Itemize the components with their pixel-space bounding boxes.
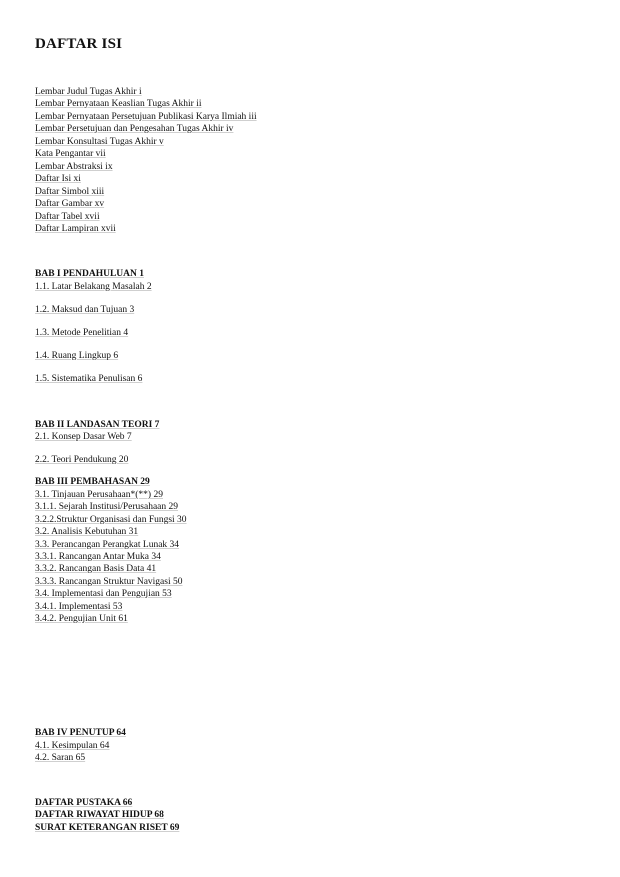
toc-entry-3-1-1: 3.1.1. Sejarah Institusi/Perusahaan 29: [35, 502, 179, 512]
toc-entry-konsultasi: Lembar Konsultasi Tugas Akhir v: [35, 137, 164, 147]
toc-entry-keaslian: Lembar Pernyataan Keaslian Tugas Akhir ii: [35, 99, 202, 109]
toc-entry-kata-pengantar: Kata Pengantar vii: [35, 149, 106, 159]
toc-entry-publikasi: Lembar Pernyataan Persetujuan Publikasi Karya Ilmiah iii: [35, 112, 257, 122]
toc-entry-2-1: 2.1. Konsep Dasar Web 7: [35, 432, 132, 442]
toc-entry-3-2: 3.2. Analisis Kebutuhan 31: [35, 527, 139, 537]
toc-entry-riwayat-hidup: DAFTAR RIWAYAT HIDUP 68: [35, 810, 164, 820]
toc-entry-1-5: 1.5. Sistematika Penulisan 6: [35, 374, 143, 384]
chapter-heading-bab2: BAB II LANDASAN TEORI 7: [35, 420, 160, 430]
page-title: DAFTAR ISI: [35, 36, 123, 52]
chapter-heading-bab3: BAB III PEMBAHASAN 29: [35, 477, 150, 487]
toc-entry-3-4-1: 3.4.1. Implementasi 53: [35, 602, 123, 612]
toc-entry-daftar-simbol: Daftar Simbol xiii: [35, 187, 105, 197]
toc-entry-3-3-2: 3.3.2. Rancangan Basis Data 41: [35, 564, 157, 574]
toc-entry-3-4: 3.4. Implementasi dan Pengujian 53: [35, 589, 172, 599]
chapter-heading-bab1: BAB I PENDAHULUAN 1: [35, 269, 144, 279]
toc-entry-pengesahan: Lembar Persetujuan dan Pengesahan Tugas Akhir iv: [35, 124, 234, 134]
toc-entry-3-4-2: 3.4.2. Pengujian Unit 61: [35, 614, 128, 624]
toc-entry-1-3: 1.3. Metode Penelitian 4: [35, 328, 129, 338]
toc-entry-4-2: 4.2. Saran 65: [35, 753, 86, 763]
toc-entry-surat-riset: SURAT KETERANGAN RISET 69: [35, 823, 180, 833]
toc-entry-abstraksi: Lembar Abstraksi ix: [35, 162, 113, 172]
toc-entry-daftar-tabel: Daftar Tabel xvii: [35, 212, 100, 222]
toc-entry-3-3-3: 3.3.3. Rancangan Struktur Navigasi 50: [35, 577, 183, 587]
toc-entry-daftar-pustaka: DAFTAR PUSTAKA 66: [35, 798, 133, 808]
chapter-heading-bab4: BAB IV PENUTUP 64: [35, 728, 126, 738]
toc-entry-daftar-gambar: Daftar Gambar xv: [35, 199, 105, 209]
toc-entry-daftar-isi: Daftar Isi xi: [35, 174, 81, 184]
toc-entry-4-1: 4.1. Kesimpulan 64: [35, 741, 110, 751]
toc-entry-judul: Lembar Judul Tugas Akhir i: [35, 87, 142, 97]
toc-entry-daftar-lampiran: Daftar Lampiran xvii: [35, 224, 116, 234]
toc-entry-3-3-1: 3.3.1. Rancangan Antar Muka 34: [35, 552, 161, 562]
toc-entry-2-2: 2.2. Teori Pendukung 20: [35, 455, 129, 465]
toc-entry-3-1: 3.1. Tinjauan Perusahaan*(**) 29: [35, 490, 163, 500]
toc-entry-1-4: 1.4. Ruang Lingkup 6: [35, 351, 119, 361]
toc-entry-1-2: 1.2. Maksud dan Tujuan 3: [35, 305, 135, 315]
toc-entry-3-3: 3.3. Perancangan Perangkat Lunak 34: [35, 540, 180, 550]
toc-entry-1-1: 1.1. Latar Belakang Masalah 2: [35, 282, 152, 292]
toc-entry-3-2-2: 3.2.2.Struktur Organisasi dan Fungsi 30: [35, 515, 187, 525]
